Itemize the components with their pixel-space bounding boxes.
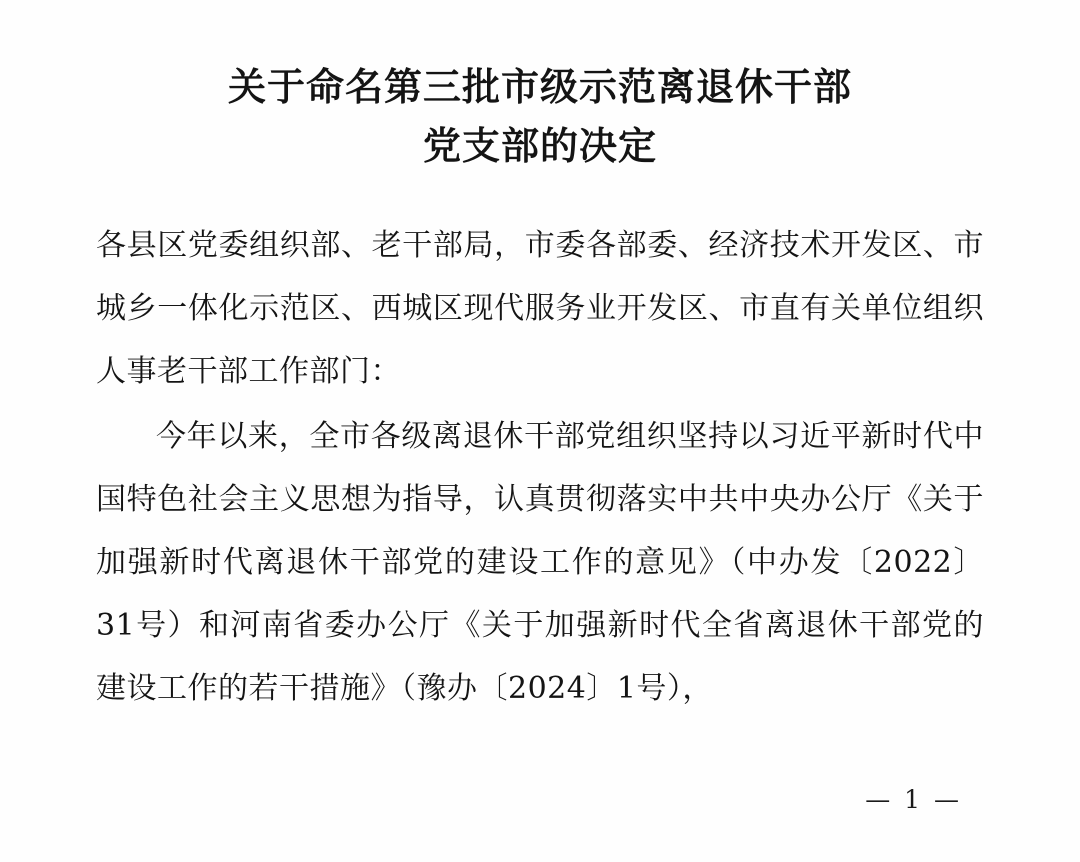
page-title-line-1: 关于命名第三批市级示范离退休干部 (227, 64, 852, 109)
page-number: — 1 — (865, 785, 962, 814)
page-title-line-2: 党支部的决定 (422, 122, 657, 168)
body-paragraph-1: 今年以来，全市各级离退休干部党组织坚持以习近平新时代中国特色社会主义思想为指导，认真贯彻落实中共中央办公厅《关于加强新时代离退休干部党的建设工作的意见》（中办发〔2022〕31号）和河南省委办公厅《关于加强新时代全省离退休干部党的建设工作的若干措施》（豫办〔2024〕1号）， (96, 418, 984, 706)
addressee-paragraph: 各县区党委组织部、老干部局，市委各部委、经济技术开发区、市城乡一体化示范区、西城区现代服务业开发区、市直有关单位组织人事老干部工作部门： (96, 227, 984, 389)
document-body (0, 214, 1080, 720)
page-title (0, 0, 1080, 176)
